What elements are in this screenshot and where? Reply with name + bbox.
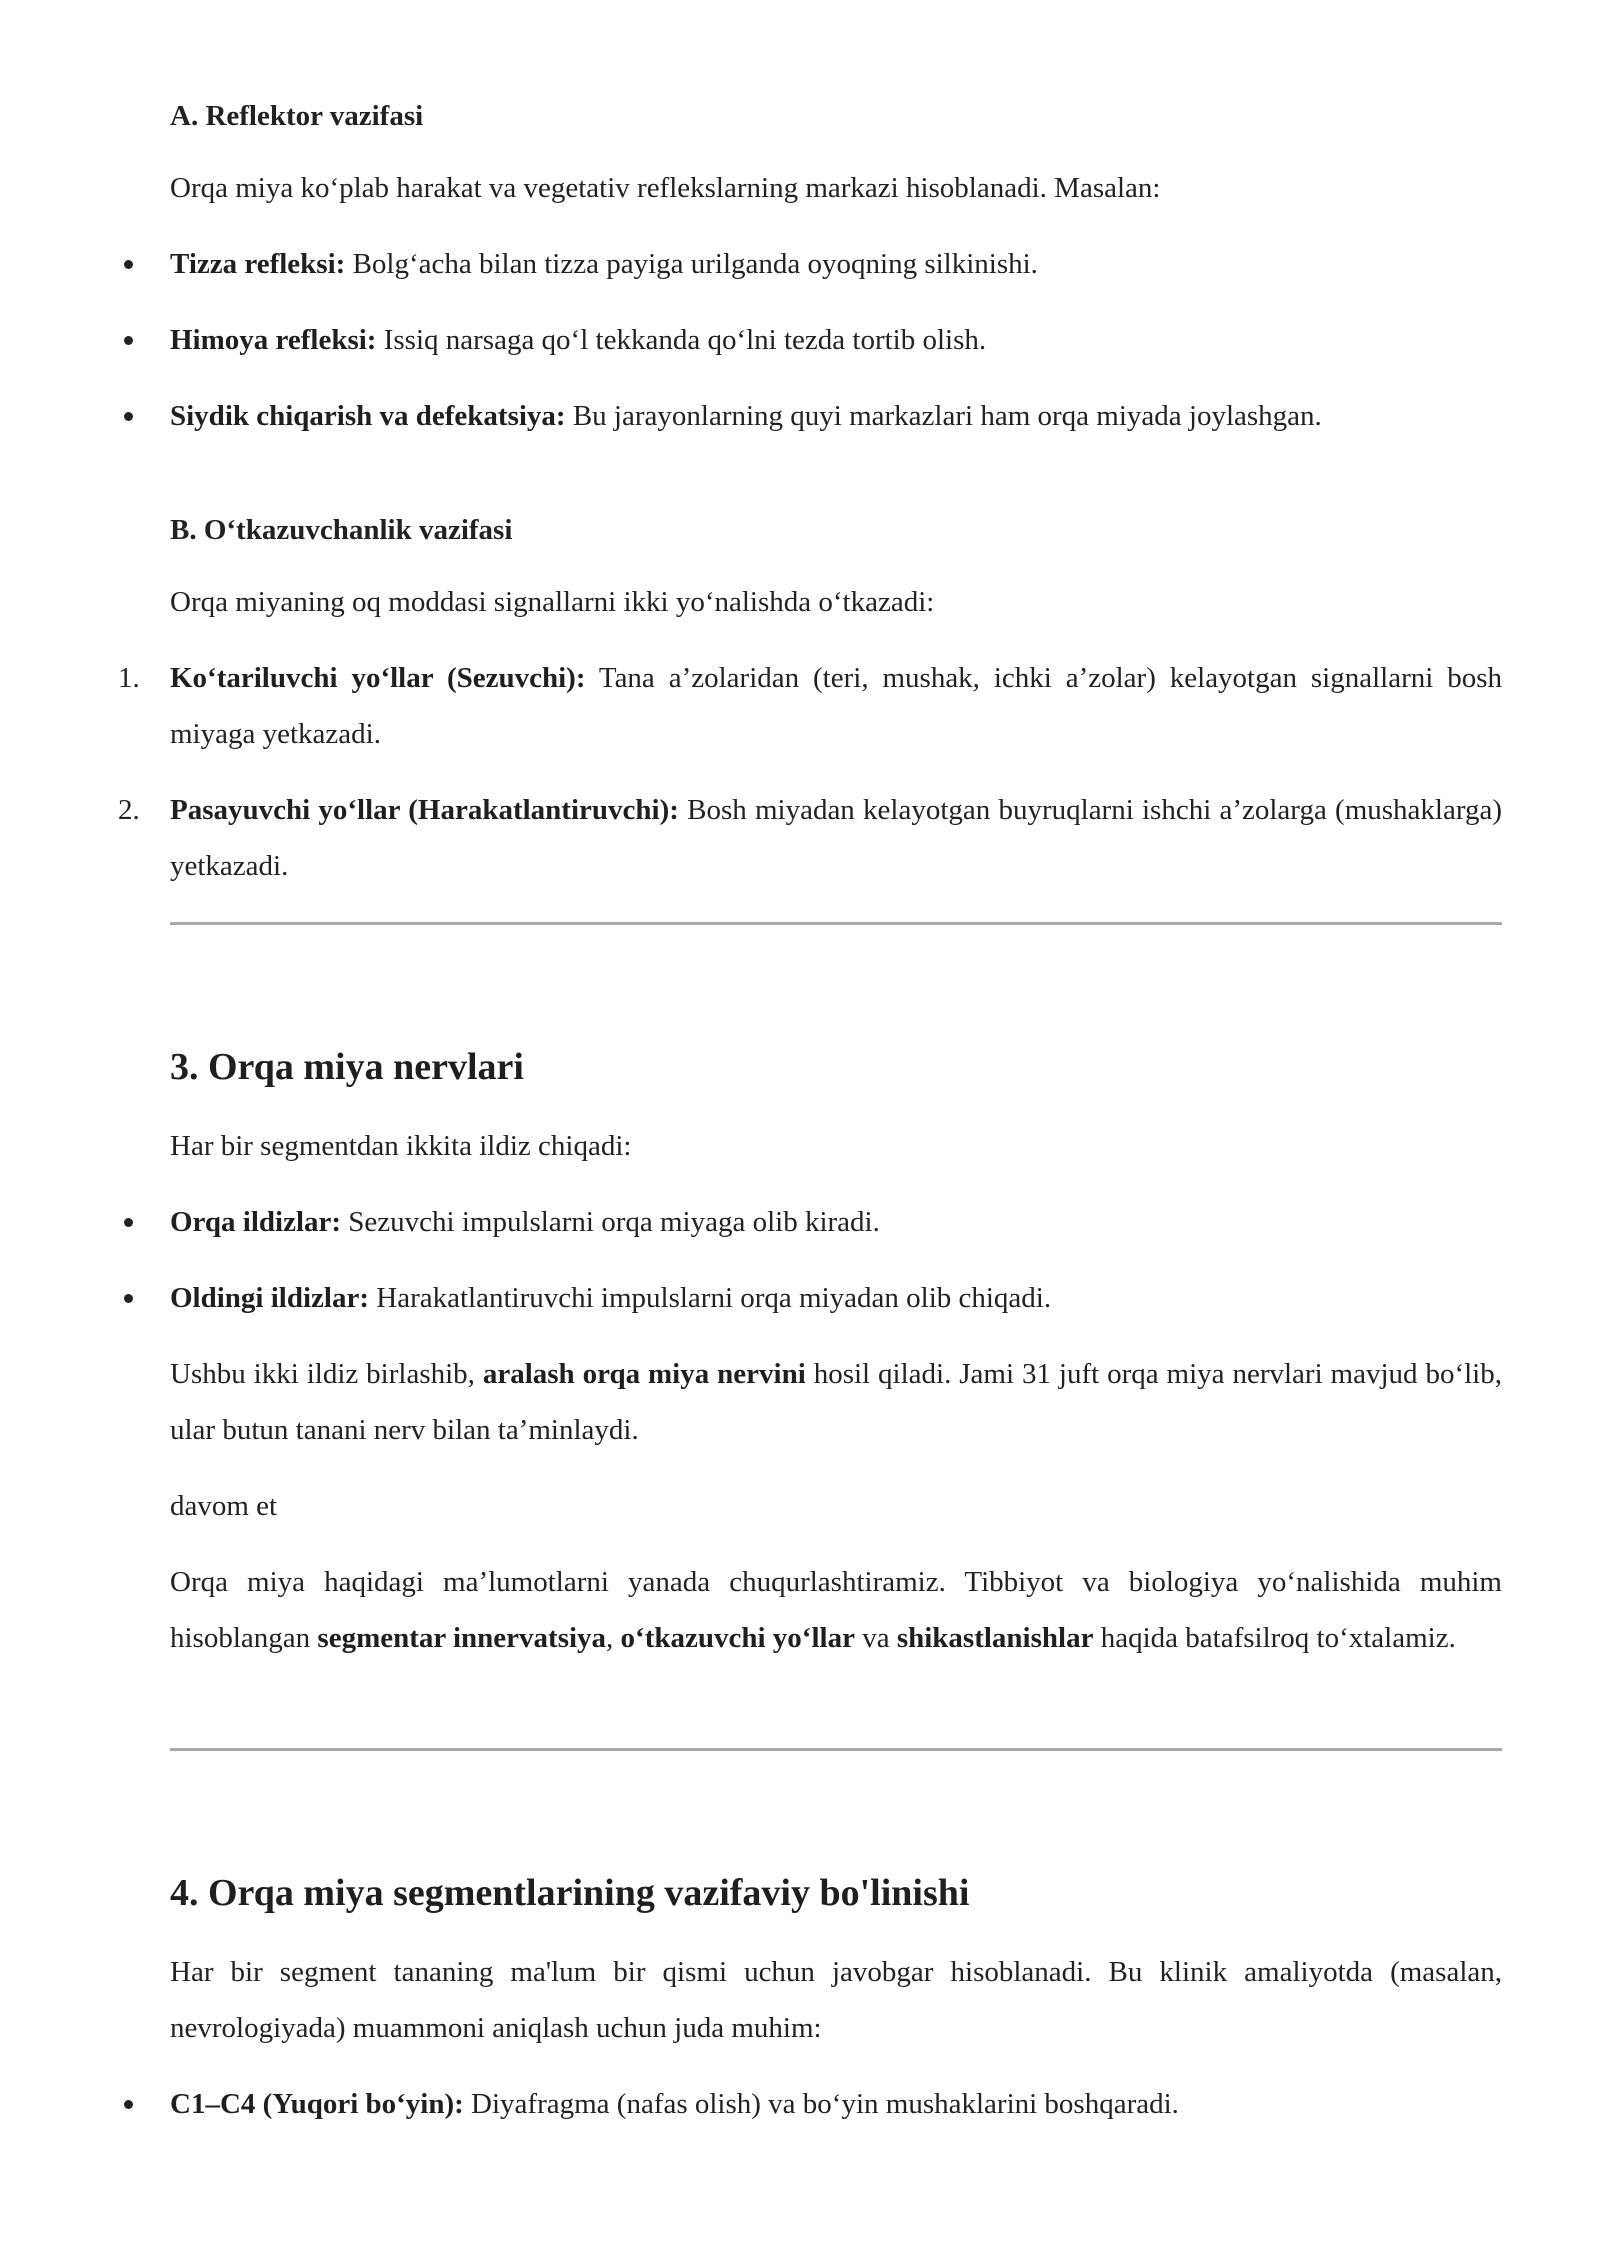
section-3-heading: 3. Orqa miya nervlari <box>170 1046 524 1088</box>
list-item-body: Tana a’zolaridan (teri, mushak, ichki a’zolar) kelayotgan signallarni bosh miyaga yetkazadi. <box>170 662 1502 750</box>
section-b-heading: B. O‘tkazuvchanlik vazifasi <box>170 514 513 546</box>
list-item-body: Harakatlantiruvchi impulslarni orqa miyadan olib chiqadi. <box>369 1282 1052 1314</box>
list-number: 2. <box>118 794 140 826</box>
body-paragraph <box>170 1346 1502 1458</box>
horizontal-divider <box>170 922 1502 925</box>
text-run: Ushbu ikki ildiz birlashib, <box>170 1358 483 1390</box>
list-item-text <box>170 236 1502 292</box>
bold-term: aralash orqa miya nervini <box>482 1358 806 1390</box>
section-a-heading: A. Reflektor vazifasi <box>170 100 424 132</box>
horizontal-divider <box>170 1748 1502 1751</box>
text-run: , <box>606 1622 621 1654</box>
list-item-text <box>170 1270 1502 1326</box>
bold-term: o‘tkazuvchi yo‘llar <box>620 1622 855 1654</box>
section-b-intro: Orqa miyaning oq moddasi signallarni ikki yo‘nalishda o‘tkazadi: <box>170 586 935 618</box>
continue-prompt: davom et <box>170 1490 278 1522</box>
list-item-body: Diyafragma (nafas olish) va bo‘yin mushaklarini boshqaradi. <box>463 2088 1179 2120</box>
list-item-body: Issiq narsaga qo‘l tekkanda qo‘lni tezda tortib olish. <box>376 324 987 356</box>
text-run: va <box>854 1622 897 1654</box>
list-item-text <box>170 2076 1502 2132</box>
section-4-intro: Har bir segment tananing ma'lum bir qismi uchun javobgar hisoblanadi. Bu klinik amaliyotda (masalan, nevrologiyada) muammoni aniqlash uchun juda muhim: <box>170 1956 1502 2044</box>
list-item-text <box>170 312 1502 368</box>
list-number: 1. <box>118 662 140 694</box>
bullet-marker <box>124 1294 133 1303</box>
list-item-label: Oldingi ildizlar: <box>170 1282 369 1314</box>
section-3-intro: Har bir segmentdan ikkita ildiz chiqadi: <box>170 1130 632 1162</box>
bullet-marker <box>124 2100 133 2109</box>
list-item-body: Bosh miyadan kelayotgan buyruqlarni ishchi a’zolarga (mushaklarga) yetkazadi. <box>170 794 1502 882</box>
list-item-text <box>170 650 1502 762</box>
list-item-label: Tizza refleksi: <box>170 248 346 280</box>
list-item-label: Pasayuvchi yo‘llar (Harakatlantiruvchi): <box>170 794 679 826</box>
list-item-text <box>170 782 1502 894</box>
bullet-marker <box>124 1218 133 1227</box>
section-a-intro: Orqa miya ko‘plab harakat va vegetativ reflekslarning markazi hisoblanadi. Masalan: <box>170 172 1161 204</box>
list-item-body: Sezuvchi impulslarni orqa miyaga olib kiradi. <box>341 1206 880 1238</box>
text-run: haqida batafsilroq to‘xtalamiz. <box>1093 1622 1456 1654</box>
bullet-marker <box>124 412 133 421</box>
list-item-label: Orqa ildizlar: <box>170 1206 342 1238</box>
text-run: Orqa miya haqidagi ma’lumotlarni yanada chuqurlashtiramiz. Tibbiyot va biologiya yo‘nalishida muhim hisoblangan <box>170 1566 1502 1654</box>
list-item-text <box>170 388 1502 444</box>
text-run: hosil qiladi. Jami 31 juft orqa miya nervlari mavjud bo‘lib, ular butun tanani nerv bilan ta’minlaydi. <box>170 1358 1502 1446</box>
list-item-label: Siydik chiqarish va defekatsiya: <box>170 400 566 432</box>
section-4-heading: 4. Orqa miya segmentlarining vazifaviy bo'linishi <box>170 1872 970 1914</box>
list-item-body: Bolg‘acha bilan tizza payiga urilganda oyoqning silkinishi. <box>345 248 1038 280</box>
list-item-label: Ko‘tariluvchi yo‘llar (Sezuvchi): <box>170 662 586 694</box>
list-item-body: Bu jarayonlarning quyi markazlari ham orqa miyada joylashgan. <box>565 400 1322 432</box>
bold-term: shikastlanishlar <box>896 1622 1094 1654</box>
body-paragraph <box>170 1554 1502 1666</box>
bullet-marker <box>124 260 133 269</box>
list-item-label: C1–C4 (Yuqori bo‘yin): <box>170 2088 464 2120</box>
list-item-label: Himoya refleksi: <box>170 324 377 356</box>
bullet-marker <box>124 336 133 345</box>
list-item-text <box>170 1194 1502 1250</box>
bold-term: segmentar innervatsiya <box>317 1622 607 1654</box>
